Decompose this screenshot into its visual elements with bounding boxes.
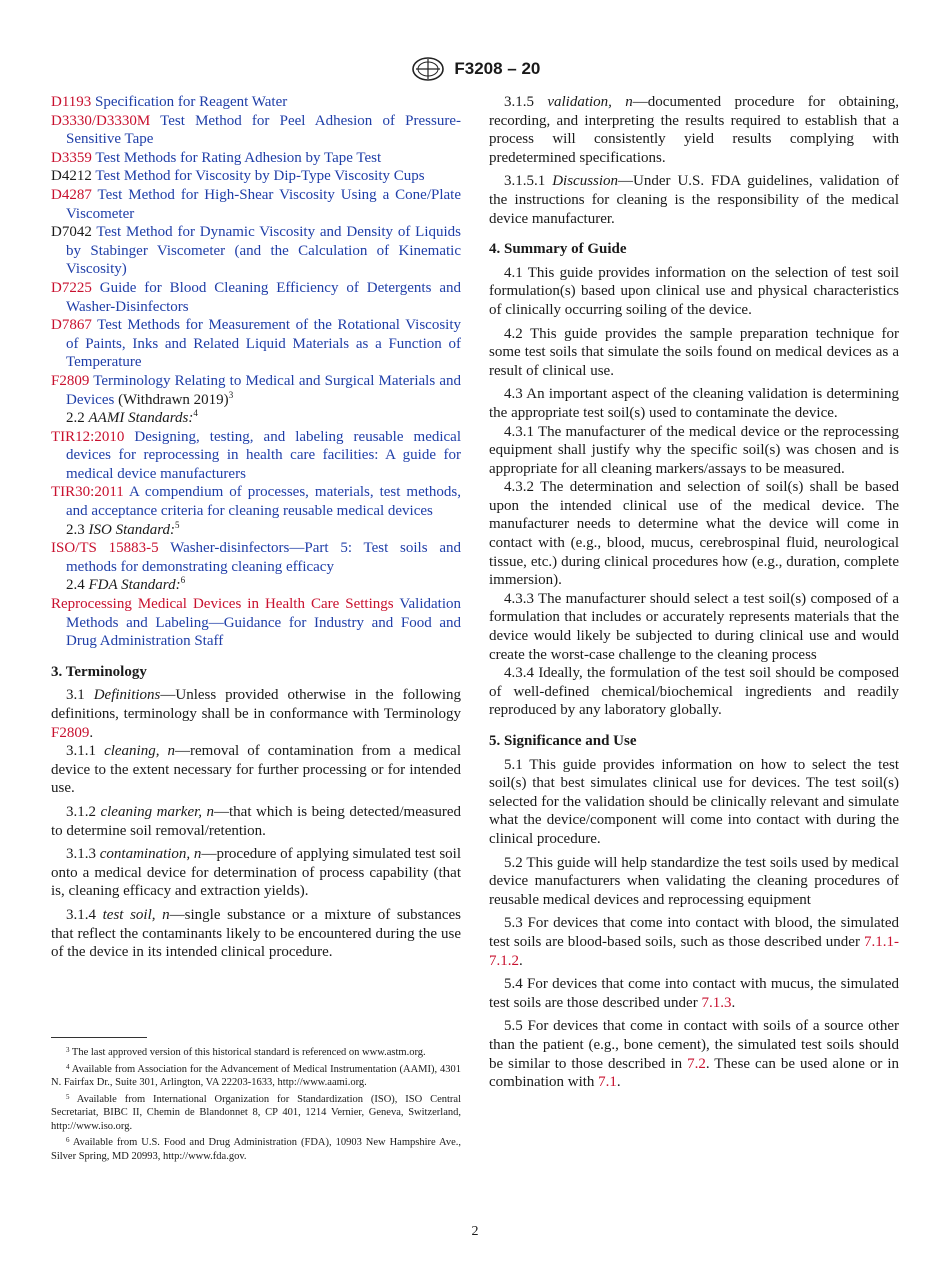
reference-item <box>51 316 461 372</box>
paragraph-3-1-2: 3.1.2 cleaning marker, n—that which is being detected/measured to determine soil removal/retention. <box>51 803 462 839</box>
reference-id-link[interactable]: TIR30:2011 <box>51 484 124 501</box>
paragraph-3-1-3: 3.1.3 contamination, n—procedure of applying simulated test soil onto a medical device for determination of process capability (that is, cleaning efficacy and extraction yields). <box>51 846 461 900</box>
paragraph-4-3-3: 4.3.3 The manufacturer should select a test soil(s) composed of a formulation that includes or accurately represents materials that the device would likely be subjected to during clinical use and would create the worst-case challenge to the cleaning process <box>489 590 899 663</box>
reference-title-link[interactable]: Test Methods for Rating Adhesion by Tape Test <box>95 149 382 166</box>
reference-title-link[interactable]: Test Methods for Measurement of the Rotational Viscosity of Paints, Inks and Related Liquid Materials as a Function of Temperature <box>66 317 461 371</box>
reference-title-link[interactable]: Test Method for High-Shear Viscosity Using a Cone/Plate Viscometer <box>66 186 461 222</box>
reference-title-link[interactable]: Guide for Blood Cleaning Efficiency of Detergents and Washer-Disinfectors <box>66 279 461 315</box>
section-7-1-1-link[interactable]: 7.1.1-7.1.2 <box>489 933 899 969</box>
reference-id-link[interactable]: TIR12:2010 <box>51 428 125 445</box>
paragraph-4-3: 4.3 An important aspect of the cleaning validation is determining the appropriate test soil(s) used to contaminate the device. <box>489 386 899 421</box>
page-header <box>0 56 950 82</box>
footnote-number: 5 <box>66 1092 70 1101</box>
reference-id-link[interactable]: D3330/D3330M <box>51 112 151 129</box>
f2809-link[interactable]: F2809 <box>51 724 90 741</box>
footnote-divider <box>51 1037 147 1038</box>
reference-item <box>51 483 461 520</box>
reference-id-link[interactable]: F2809 <box>51 372 90 389</box>
fda-reference-list <box>51 595 461 651</box>
reference-item <box>51 223 461 279</box>
footnote <box>51 1136 461 1163</box>
reference-item <box>51 279 461 316</box>
reference-id-link[interactable]: D1193 <box>51 94 92 110</box>
paragraph-4-1: 4.1 This guide provides information on the selection of test soil formulation(s) based upon clinical use and physical characteristics of clinically occurring soiling of the device. <box>489 264 899 318</box>
reference-title-link[interactable]: Test Method for Dynamic Viscosity and Density of Liquids by Stabinger Viscometer (and the Calculation of Kinematic Viscosity) <box>66 224 461 278</box>
section-heading-significance: 5. Significance and Use <box>489 733 637 749</box>
footnote-number: 6 <box>66 1136 70 1144</box>
reference-title-link[interactable]: Terminology Relating to Medical and Surgical Materials and Devices <box>66 372 461 408</box>
reference-id-link[interactable]: D4287 <box>51 186 92 203</box>
reference-id-link[interactable]: D7867 <box>51 317 92 334</box>
aami-standards-heading: 2.2 AAMI Standards:$^4$ <box>66 408 198 427</box>
reference-item <box>51 595 461 651</box>
reference-item <box>51 93 461 112</box>
paragraph-3-1-1: 3.1.1 cleaning, n—removal of contamination from a medical device to the extent necessary for further processing or for intended use. <box>51 743 462 797</box>
footnote-number: 3 <box>66 1046 70 1054</box>
section-heading-terminology: 3. Terminology <box>51 663 147 680</box>
reference-id-link[interactable]: D7225 <box>51 279 92 296</box>
paragraph-5-5: 5.5 For devices that come in contact with soils of a source other than the patient (e.g., bone cement), the simulated test soils should be similar to those described in 7.2. These can be used alone or in combination with 7.1. <box>489 1018 899 1091</box>
footnote-number: 4 <box>66 1062 70 1071</box>
reference-item <box>51 372 461 409</box>
paragraph-5-1: 5.1 This guide provides information on how to select the test soil(s) that best simulates clinical use for devices. The test soil(s) selected for the validation should be clinically relevant and simulate what the device/component will come into contact with during the clinical procedure. <box>489 756 899 847</box>
iso-standard-heading: 2.3 ISO Standard:$^5$ <box>66 519 180 538</box>
reference-id-link[interactable]: ISO/TS 15883-5 <box>51 540 159 557</box>
paragraph-4-3-2: 4.3.2 The determination and selection of soil(s) shall be based upon the intended clinical use of the medical device. The manufacturer needs to determine what the device will come in contact with (e.g., blood, mucus, cerebrospinal fluid, neurological tissue, etc.) during clinical procedures how (e.g., duration, complete immersion). <box>489 479 899 589</box>
paragraph-5-3: 5.3 For devices that come into contact with blood, the simulated test soils are blood-based soils, such as those described under 7.1.1-7.1.2. <box>489 915 899 969</box>
section-7-2-link[interactable]: 7.2 <box>687 1055 706 1072</box>
reference-item <box>51 112 461 149</box>
reference-item <box>51 186 461 223</box>
standard-designation: F3208 – 20 <box>454 59 541 78</box>
reference-item <box>51 149 461 168</box>
section-7-1-3-link[interactable]: 7.1.3 <box>701 994 732 1011</box>
astm-reference-list <box>51 93 461 372</box>
footnote-marker[interactable]: 5 <box>175 519 180 530</box>
footnote <box>51 1063 461 1090</box>
footnote-text: Available from Association for the Advancement of Medical Instrumentation (AAMI), 4301 N. Fairfax Dr., Suite 301, Arlington, VA 22203-1633, http://www.aami.org. <box>51 1063 461 1088</box>
paragraph-3-1: 3.1 Definitions—Unless provided otherwise in the following definitions, terminology shall be in conformance with Terminology F2809. <box>51 687 461 741</box>
reference-title-link[interactable]: Test Method for Viscosity by Dip-Type Viscosity Cups <box>95 168 425 185</box>
paragraph-3-1-5-1: 3.1.5.1 Discussion—Under U.S. FDA guidelines, validation of the instructions for cleaning is the responsibility of the medical device manufacturer. <box>489 173 899 227</box>
astm-logo <box>410 56 446 82</box>
paragraph-4-3-4: 4.3.4 Ideally, the formulation of the test soil should be composed of well-defined chemical/biochemical ingredients and readily reproduced by any laboratory globally. <box>489 665 899 719</box>
reference-title-link[interactable]: Validation Methods and Labeling—Guidance for Industry and Food and Drug Administration Staff <box>66 596 461 650</box>
footnote-marker[interactable]: 6 <box>180 575 186 586</box>
reference-title-link[interactable]: A compendium of processes, materials, test methods, and acceptance criteria for cleaning reusable medical devices <box>66 484 461 520</box>
section-heading-summary: 4. Summary of Guide <box>489 241 627 258</box>
reference-id-link[interactable]: D3359 <box>51 149 92 166</box>
reference-item <box>51 539 461 576</box>
left-column <box>51 93 461 962</box>
footnote-text: Available from International Organization for Standardization (ISO), ISO Central Secretariat, BIBC II, Chemin de Blandonnet 8, CP 401, 1214 Vernier, Geneva, Switzerland, http://www.iso.org. <box>51 1093 461 1132</box>
reference-id-link[interactable]: Reprocessing Medical Devices in Health Care Settings <box>51 596 394 613</box>
aami-reference-list <box>51 428 461 521</box>
footnote-marker[interactable]: 3 <box>228 389 234 400</box>
reference-title-link[interactable]: Washer-disinfectors—Part 5: Test soils and methods for demonstrating cleaning efficacy <box>66 540 461 575</box>
footnote <box>51 1093 461 1134</box>
right-column <box>489 93 899 1092</box>
paragraph-4-2: 4.2 This guide provides the sample preparation technique for some test soils that simulate the soils found on medical devices as a result of clinical use. <box>489 325 899 379</box>
reference-item <box>51 167 461 186</box>
reference-status: (Withdrawn 2019) <box>114 391 229 408</box>
footnote-text: The last approved version of this historical standard is referenced on www.astm.org. <box>69 1047 426 1058</box>
paragraph-3-1-5: 3.1.5 validation, n—documented procedure for obtaining, recording, and interpreting the results required to establish that a process will consistently yield results complying with predetermined specifications. <box>489 94 900 166</box>
reference-id-link[interactable]: D4212 <box>51 168 92 185</box>
footnote-marker[interactable]: 4 <box>193 408 198 419</box>
reference-id-link[interactable]: D7042 <box>51 224 92 241</box>
reference-item <box>51 428 461 484</box>
footnote-text: Available from U.S. Food and Drug Administration (FDA), 10903 New Hampshire Ave., Silver Spring, MD 20993, http://www.fda.gov. <box>51 1137 461 1162</box>
paragraph-3-1-4: 3.1.4 test soil, n—single substance or a mixture of substances that reflect the contaminants likely to be encountered during the use of the device in its intended clinical procedure. <box>51 906 461 961</box>
fda-standard-heading: 2.4 FDA Standard:$^6$ <box>66 575 186 594</box>
reference-title-link[interactable]: Specification for Reagent Water <box>95 94 288 110</box>
paragraph-4-3-1: 4.3.1 The manufacturer of the medical device or the reprocessing equipment shall justify why the specific soil(s) was chosen and is appropriate for all cleaning markers/assays to be measured. <box>489 423 899 477</box>
footnote <box>51 1046 461 1060</box>
paragraph-5-2: 5.2 This guide will help standardize the test soils used by medical device manufacturers when validating the cleaning procedures of reusable medical devices and reprocessing equipment <box>489 854 899 908</box>
paragraph-5-4: 5.4 For devices that come into contact with mucus, the simulated test soils are those described under 7.1.3. <box>489 976 899 1011</box>
section-7-1-link[interactable]: 7.1 <box>598 1074 617 1091</box>
page-number: 2 <box>471 1224 479 1239</box>
reference-title-link[interactable]: Test Method for Peel Adhesion of Pressure-Sensitive Tape <box>66 112 461 148</box>
iso-reference-list <box>51 539 461 576</box>
footnotes <box>51 1046 461 1166</box>
reference-title-link[interactable]: Designing, testing, and labeling reusable medical devices for reprocessing in health care facilities: A guide for medical device manufacturers <box>66 428 461 482</box>
